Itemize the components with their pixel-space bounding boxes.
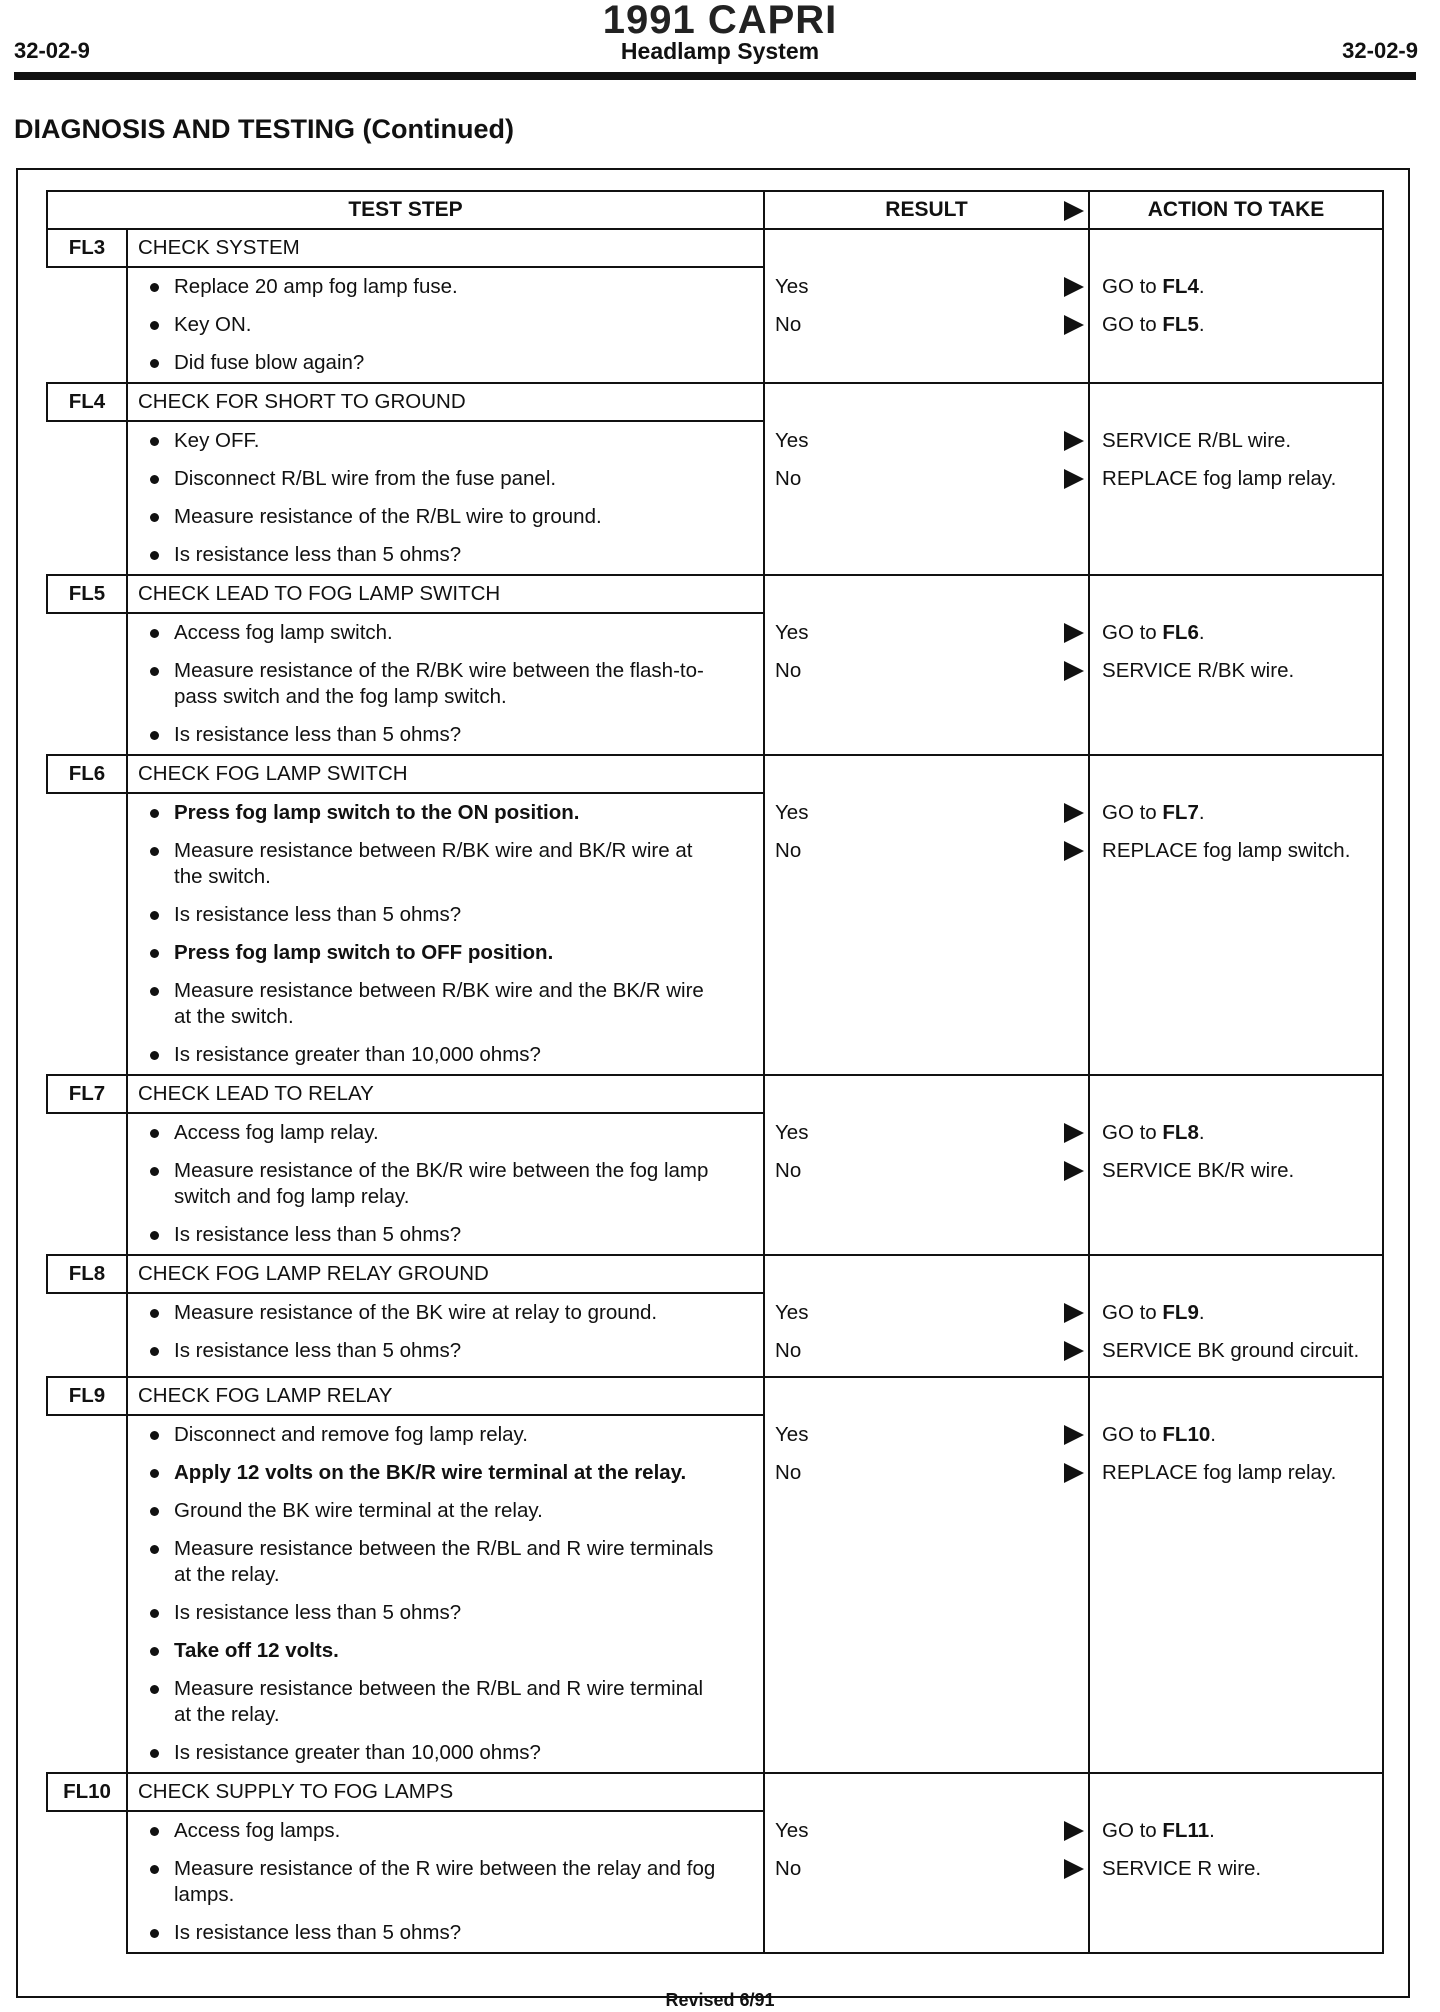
instruction-item: Did fuse blow again? [128, 350, 763, 376]
result-row [765, 1856, 1088, 1894]
action-row [1102, 428, 1374, 466]
arrow-right-icon [1064, 1859, 1084, 1879]
header-result [764, 191, 1089, 229]
action-row [1102, 1856, 1374, 1894]
arrow-right-icon [1064, 1821, 1084, 1841]
instruction-item: Disconnect and remove fog lamp relay. [128, 1422, 763, 1448]
arrow-right-icon [1064, 315, 1084, 335]
step-id: FL8 [47, 1255, 127, 1293]
instruction-item: Access fog lamp relay. [128, 1120, 763, 1146]
action-step-ref: FL8 [1162, 1121, 1199, 1144]
table-header-row [47, 191, 1383, 229]
action-step-ref: FL9 [1162, 1301, 1199, 1324]
action-text: GO to [1102, 801, 1163, 824]
arrow-right-icon [1064, 277, 1084, 297]
action-cell [1089, 575, 1383, 755]
section-title: DIAGNOSIS AND TESTING (Continued) [14, 114, 514, 144]
step-instructions [127, 793, 764, 1075]
step-id: FL6 [47, 755, 127, 793]
step-id: FL10 [47, 1773, 127, 1811]
step-title-row [47, 755, 1383, 793]
result-row [765, 1422, 1088, 1460]
action-text: SERVICE R/BK wire. [1102, 659, 1295, 682]
arrow-right-icon [1064, 201, 1084, 221]
result-label: Yes [775, 801, 809, 824]
step-title-row [47, 383, 1383, 421]
action-row [1102, 1422, 1374, 1460]
instruction-item: Is resistance less than 5 ohms? [128, 1600, 763, 1626]
action-row [1102, 1338, 1374, 1376]
result-label: Yes [775, 1121, 809, 1144]
action-row [1102, 466, 1374, 504]
result-label: No [775, 467, 802, 490]
bullet-list [128, 614, 763, 754]
action-text: GO to [1102, 1423, 1163, 1446]
action-text: REPLACE fog lamp relay. [1102, 467, 1337, 490]
instruction-item: Measure resistance between the R/BL and R wire terminal at the relay. [128, 1676, 763, 1728]
action-text: GO to [1102, 313, 1163, 336]
vehicle-title: 1991 CAPRI [602, 0, 838, 42]
step-title: CHECK SYSTEM [127, 229, 764, 267]
instruction-item: Measure resistance of the R wire between the relay and fog lamps. [128, 1856, 763, 1908]
action-text: GO to [1102, 1301, 1163, 1324]
action-text: SERVICE R/BL wire. [1102, 429, 1292, 452]
bullet-list [128, 1114, 763, 1254]
action-row [1102, 1818, 1374, 1856]
result-label: No [775, 1159, 802, 1182]
result-row [765, 620, 1088, 658]
result-row [765, 1300, 1088, 1338]
instruction-item: Press fog lamp switch to OFF position. [128, 940, 763, 966]
action-row [1102, 838, 1374, 876]
action-cell [1089, 1255, 1383, 1377]
result-label: No [775, 1857, 802, 1880]
instruction-item: Measure resistance of the BK/R wire between the fog lamp switch and fog lamp relay. [128, 1158, 763, 1210]
result-row [765, 658, 1088, 696]
action-step-ref: FL4 [1162, 275, 1199, 298]
spacer-cell [47, 1811, 127, 1953]
result-label: No [775, 1461, 802, 1484]
action-row [1102, 620, 1374, 658]
test-step-table [46, 190, 1384, 1954]
action-step-ref: FL11 [1162, 1819, 1210, 1842]
action-suffix: . [1198, 275, 1205, 298]
arrow-right-icon [1064, 1341, 1084, 1361]
arrow-right-icon [1064, 1303, 1084, 1323]
instruction-item: Measure resistance of the R/BL wire to ground. [128, 504, 763, 530]
result-label: Yes [775, 1423, 809, 1446]
action-cell [1089, 755, 1383, 1075]
step-instructions [127, 1113, 764, 1255]
instruction-item: Apply 12 volts on the BK/R wire terminal at the relay. [128, 1460, 763, 1486]
action-row [1102, 800, 1374, 838]
step-title-row [47, 1075, 1383, 1113]
step-instructions [127, 1415, 764, 1773]
instruction-item: Measure resistance between R/BK wire and BK/R wire at the switch. [128, 838, 763, 890]
result-label: Yes [775, 1819, 809, 1842]
arrow-right-icon [1064, 431, 1084, 451]
spacer-cell [47, 1415, 127, 1773]
step-title: CHECK LEAD TO FOG LAMP SWITCH [127, 575, 764, 613]
instruction-item: Is resistance less than 5 ohms? [128, 722, 763, 748]
step-id: FL3 [47, 229, 127, 267]
action-step-ref: FL7 [1162, 801, 1199, 824]
step-id: FL5 [47, 575, 127, 613]
arrow-right-icon [1064, 1161, 1084, 1181]
step-instructions [127, 1293, 764, 1377]
action-text: SERVICE BK ground circuit. [1102, 1339, 1360, 1362]
page-number-right: 32-02-9 [1342, 38, 1418, 63]
instruction-item: Measure resistance between the R/BL and R wire terminals at the relay. [128, 1536, 763, 1588]
spacer-cell [47, 613, 127, 755]
instruction-item: Press fog lamp switch to the ON position. [128, 800, 763, 826]
action-step-ref: FL10 [1162, 1423, 1211, 1446]
instruction-item: Ground the BK wire terminal at the relay. [128, 1498, 763, 1524]
action-suffix: . [1198, 621, 1205, 644]
result-label: Yes [775, 275, 809, 298]
result-label: No [775, 839, 802, 862]
spacer-cell [47, 421, 127, 575]
action-step-ref: FL6 [1162, 621, 1199, 644]
arrow-right-icon [1064, 623, 1084, 643]
result-cell [764, 575, 1089, 755]
action-row [1102, 1158, 1374, 1196]
step-id: FL4 [47, 383, 127, 421]
result-row [765, 1120, 1088, 1158]
step-title-row [47, 1773, 1383, 1811]
result-cell [764, 755, 1089, 1075]
page-number-left: 32-02-9 [14, 38, 90, 63]
header-rule [14, 72, 1416, 80]
step-title: CHECK FOG LAMP RELAY GROUND [127, 1255, 764, 1293]
instruction-item: Is resistance greater than 10,000 ohms? [128, 1740, 763, 1766]
step-title: CHECK FOG LAMP RELAY [127, 1377, 764, 1415]
instruction-item: Is resistance less than 5 ohms? [128, 542, 763, 568]
spacer-cell [47, 793, 127, 1075]
action-suffix: . [1210, 1423, 1216, 1446]
action-row [1102, 274, 1374, 312]
action-text: GO to [1102, 1819, 1163, 1842]
result-label: Yes [775, 1301, 809, 1324]
arrow-right-icon [1064, 469, 1084, 489]
action-row [1102, 658, 1374, 696]
arrow-right-icon [1064, 661, 1084, 681]
action-text: GO to [1102, 275, 1163, 298]
result-row [765, 800, 1088, 838]
action-row [1102, 1300, 1374, 1338]
step-title-row [47, 575, 1383, 613]
result-label: No [775, 1339, 802, 1362]
result-row [765, 428, 1088, 466]
arrow-right-icon [1064, 803, 1084, 823]
step-instructions [127, 1811, 764, 1953]
action-text: REPLACE fog lamp relay. [1102, 1461, 1337, 1484]
instruction-item: Is resistance less than 5 ohms? [128, 1920, 763, 1946]
instruction-item: Is resistance less than 5 ohms? [128, 1222, 763, 1248]
result-cell [764, 1255, 1089, 1377]
step-id: FL9 [47, 1377, 127, 1415]
revision-footer: Revised 6/91 [665, 1990, 775, 2010]
instruction-item: Key OFF. [128, 428, 763, 454]
result-cell [764, 1773, 1089, 1953]
step-instructions [127, 421, 764, 575]
bullet-list [128, 422, 763, 574]
instruction-item: Is resistance less than 5 ohms? [128, 902, 763, 928]
instruction-item: Access fog lamps. [128, 1818, 763, 1844]
action-text: GO to [1102, 1121, 1163, 1144]
instruction-item: Is resistance greater than 10,000 ohms? [128, 1042, 763, 1068]
bullet-list [128, 1812, 763, 1952]
step-title: CHECK FOG LAMP SWITCH [127, 755, 764, 793]
instruction-item: Measure resistance between R/BK wire and the BK/R wire at the switch. [128, 978, 763, 1030]
header-result-label: RESULT [885, 198, 968, 221]
instruction-item: Measure resistance of the R/BK wire between the flash-to-pass switch and the fog lamp switch. [128, 658, 763, 710]
arrow-right-icon [1064, 1425, 1084, 1445]
action-text: SERVICE BK/R wire. [1102, 1159, 1295, 1182]
result-label: No [775, 313, 802, 336]
action-suffix: . [1209, 1819, 1215, 1842]
instruction-item: Disconnect R/BL wire from the fuse panel. [128, 466, 763, 492]
system-title: Headlamp System [620, 38, 820, 64]
instruction-item: Replace 20 amp fog lamp fuse. [128, 274, 763, 300]
result-cell [764, 383, 1089, 575]
result-label: No [775, 659, 802, 682]
action-cell [1089, 229, 1383, 383]
action-cell [1089, 1773, 1383, 1953]
result-row [765, 274, 1088, 312]
step-title: CHECK SUPPLY TO FOG LAMPS [127, 1773, 764, 1811]
result-cell [764, 229, 1089, 383]
instruction-item: Access fog lamp switch. [128, 620, 763, 646]
step-title: CHECK LEAD TO RELAY [127, 1075, 764, 1113]
bullet-list [128, 794, 763, 1074]
action-cell [1089, 1075, 1383, 1255]
spacer-cell [47, 1293, 127, 1377]
bullet-list [128, 1294, 763, 1370]
action-suffix: . [1198, 1121, 1205, 1144]
step-title: CHECK FOR SHORT TO GROUND [127, 383, 764, 421]
result-row [765, 466, 1088, 504]
result-cell [764, 1075, 1089, 1255]
step-title-row [47, 229, 1383, 267]
instruction-item: Measure resistance of the BK wire at relay to ground. [128, 1300, 763, 1326]
result-row [765, 312, 1088, 350]
step-title-row [47, 1255, 1383, 1293]
arrow-right-icon [1064, 1123, 1084, 1143]
result-row [765, 1460, 1088, 1498]
action-cell [1089, 1377, 1383, 1773]
result-row [765, 838, 1088, 876]
result-row [765, 1338, 1088, 1376]
result-cell [764, 1377, 1089, 1773]
action-suffix: . [1198, 1301, 1205, 1324]
arrow-right-icon [1064, 1463, 1084, 1483]
step-id: FL7 [47, 1075, 127, 1113]
arrow-right-icon [1064, 841, 1084, 861]
action-suffix: . [1198, 313, 1205, 336]
action-row [1102, 1460, 1374, 1498]
instruction-item: Key ON. [128, 312, 763, 338]
spacer-cell [47, 267, 127, 383]
action-row [1102, 312, 1374, 350]
result-label: Yes [775, 621, 809, 644]
action-text: GO to [1102, 621, 1163, 644]
header-action: ACTION TO TAKE [1089, 191, 1383, 229]
spacer-cell [47, 1113, 127, 1255]
result-label: Yes [775, 429, 809, 452]
action-text: SERVICE R wire. [1102, 1857, 1262, 1880]
action-step-ref: FL5 [1162, 313, 1199, 336]
result-row [765, 1158, 1088, 1196]
bullet-list [128, 1416, 763, 1772]
step-title-row [47, 1377, 1383, 1415]
action-text: REPLACE fog lamp switch. [1102, 839, 1351, 862]
step-instructions [127, 613, 764, 755]
instruction-item: Is resistance less than 5 ohms? [128, 1338, 763, 1364]
header-test-step: TEST STEP [47, 191, 764, 229]
bullet-list [128, 268, 763, 382]
instruction-item: Take off 12 volts. [128, 1638, 763, 1664]
action-row [1102, 1120, 1374, 1158]
result-row [765, 1818, 1088, 1856]
action-cell [1089, 383, 1383, 575]
action-suffix: . [1198, 801, 1205, 824]
step-instructions [127, 267, 764, 383]
